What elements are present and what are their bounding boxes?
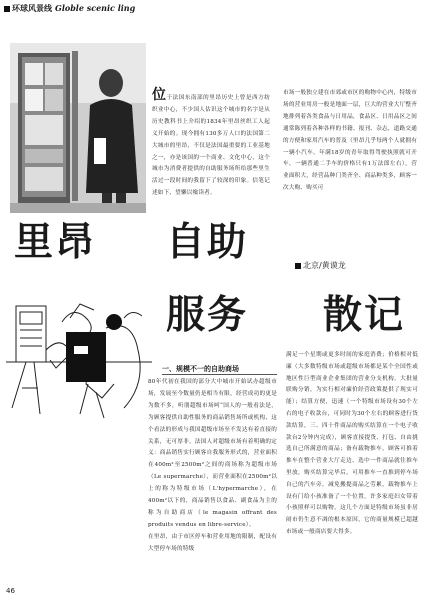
square-bullet-icon — [4, 6, 10, 12]
byline-separator: / — [319, 261, 322, 270]
cartoon-drawing — [6, 288, 152, 426]
section1-right-column: 满足一个星期或更多时间的家庭消费；价格相对低廉（大多数特级市场或超级市场都是某个全国性或地区性巨型商业企业集团的营业分支机构，大批量联购分销，为实行相对廉价经营政策提供了现实可能）；结算方便，迅速（一个特级市场设有30个左右的电子收款台，可同时为30个左右的顾客进行货款结算，三、四十件商品的购买结算在一个电子收款台2分钟内完成），顾客直接提货、打包、自由挑选自己所满意的商品；备有载物推车，顾客可推着推车在整个营业大厅走边、选中一件商品就往推车里放，购买结算完毕后，可用推车一直推到停车场自己的汽车旁，减免搬提商品之劳累，载物推车上设有门给小孩准备了一个位置，许多家庭妇女带着小孩照样可以购物，这几个方面是特级市场虽非居闹市仍生意不凋的根本原因，它的商量规模已超越市场或一般商店要大得多。 — [286, 352, 418, 535]
kiosk-photo-illustration — [10, 43, 146, 213]
square-bullet-icon — [295, 263, 301, 269]
title-word-1: 里昂 — [14, 220, 97, 265]
byline-location: 北京 — [303, 261, 319, 270]
section1-left-text: 80年代初在我国的部分大中城市开始试办超级市场，发展至今数量仍是相当有限，经营成功的更是为数不多，听朋超级市场呵“国人的一般看法是，为顾客提供自助性服务的商品销售场所或机构，这个看法的形成与我国超级市场至不发达有着直接的关系，无可厚非，法国人对超级市场有着明确的定义：商品销售实行顾客自我服务形式的，营业面积在400m²至2500m²之间的商场称为超级市场（Le supermarche），而营业面积在2500m²以上的称为特级市场（L'hypermarche），在400m²以下的，商品销售以食品、副食品为主的称为自助商店（le magasin offrant des produits vendus en libre-service）。 — [148, 379, 277, 528]
title-word-4: 散记 — [323, 293, 406, 338]
section-title-cn: 环球风景线 — [12, 4, 52, 13]
intro-dropcap: 位 — [152, 87, 167, 103]
section1-left-column — [148, 377, 277, 556]
byline-author: 黄谟龙 — [321, 261, 346, 270]
cartoon-illustration — [6, 288, 152, 426]
intro-paragraph — [152, 88, 270, 200]
section-title-en: Globle scenic ling — [55, 3, 136, 13]
byline — [295, 260, 346, 271]
section-header — [4, 3, 135, 14]
title-word-2: 自助 — [166, 220, 249, 265]
kiosk-photo — [10, 43, 146, 213]
title-word-3: 服务 — [166, 293, 249, 338]
intro-text: 于法国东南部的里昂历史上曾是西方纺织业中心，不少国人估识这个城市的名字是从历史教科书上介绍的1834年里昂丝织工人起义开始的。现今拥有130多万人口的法国第二大城市的里昂，不仅是法国最重要的工业基地之一，亦是该国的一个商业、文化中心，这个城市为消费者提供的自助服务场所给那些里生活过一段时间的我留下了较深的印象。信笔记述如下，望懒以飨读者。 — [152, 95, 270, 197]
page-number: 46 — [6, 587, 15, 595]
heading-rule — [162, 374, 277, 375]
section1-left-tail: 在里昂，由于市区停车和营业用地的限制，配设有大型停车场的特级 — [148, 533, 277, 552]
section-heading: 一、规模不一的自助商场 — [162, 365, 239, 373]
intro-right-column: 市场一般独立建在市郊或市区的购物中心内，特级市场的营业用房一般是地面一层，巨大的营业大厅整齐地排列着各类食品与日用品，食品区、日用品区之间通常陈列着各种各样的书籍、报刊、杂志，道路交通的方便和家用汽车的普及（里昂几乎每两个人就拥有一辆小汽车，年满18岁的青年取得驾驶执照就可开车，一辆普通二手车的价格只有1万法郎左右），营业面积大，经营品种门类齐全、商品种类多，顾客一次大购、购买可 — [283, 90, 417, 192]
